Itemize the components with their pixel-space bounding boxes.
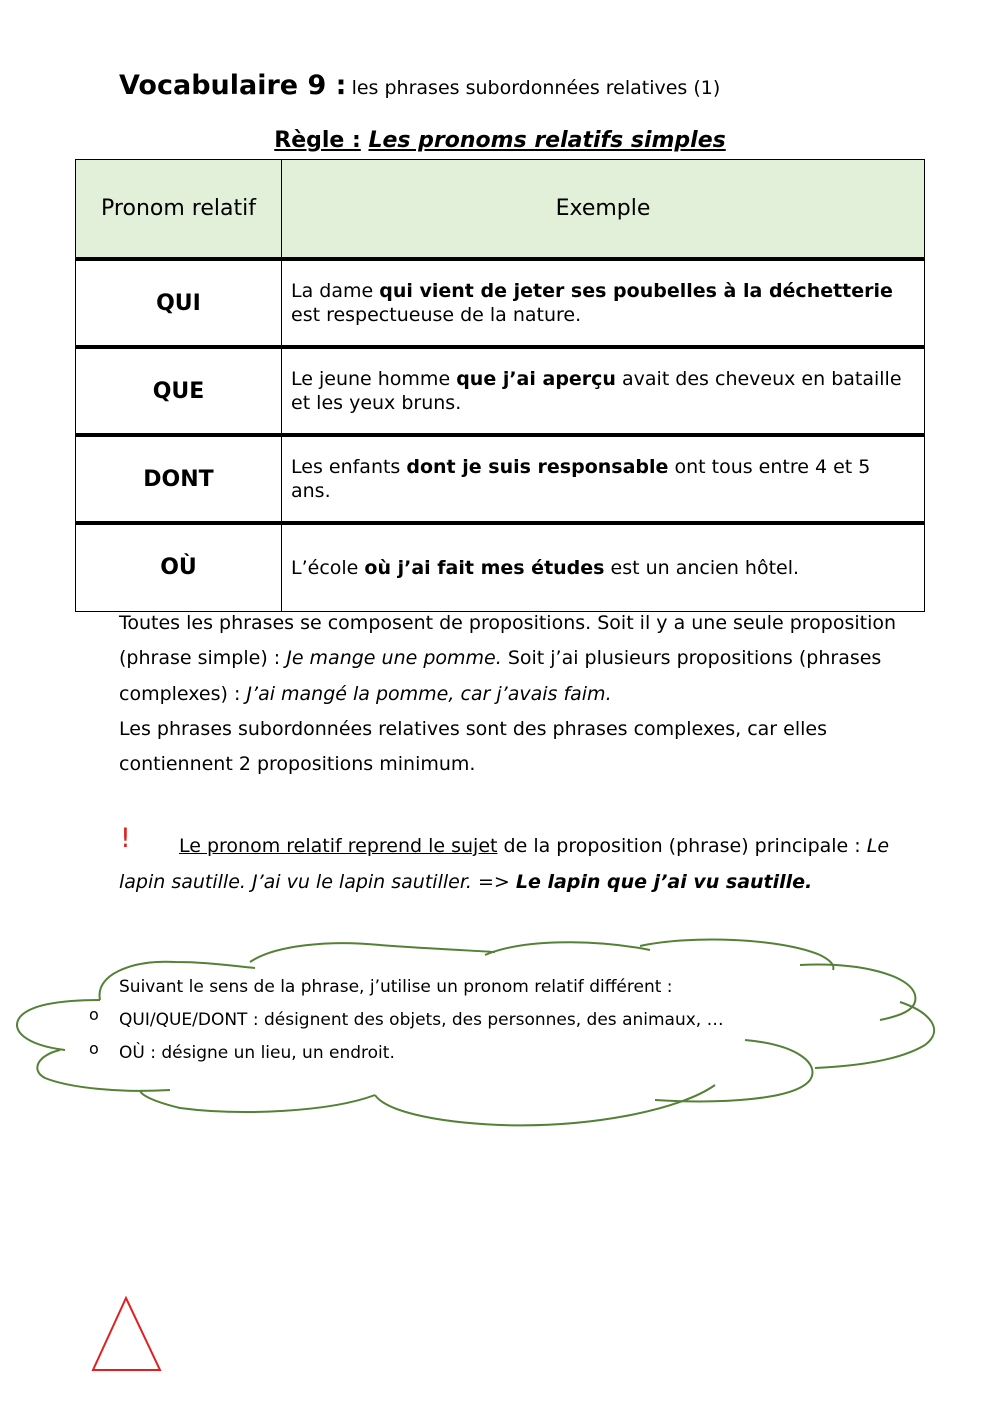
bullet-icon: o bbox=[89, 1039, 99, 1058]
example-highlight: qui vient de jeter ses poubelles à la déchetterie bbox=[379, 280, 893, 302]
example-text: Le jeune homme bbox=[291, 368, 457, 390]
example-text: est un ancien hôtel. bbox=[604, 556, 800, 579]
table-row bbox=[76, 259, 925, 347]
table-row bbox=[76, 347, 925, 435]
warning-text: de la proposition (phrase) principale : bbox=[497, 835, 867, 857]
example-cell bbox=[282, 259, 925, 347]
table-header-row bbox=[76, 160, 925, 260]
pronoun-cell: DONT bbox=[76, 435, 282, 523]
pronoun-cell: QUE bbox=[76, 347, 282, 435]
example-text: ont tous entre 4 et 5 ans. bbox=[291, 456, 871, 502]
warning-arrow: => bbox=[471, 871, 516, 893]
warning-icon: ! bbox=[120, 823, 131, 854]
cloud-intro: Suivant le sens de la phrase, j’utilise un pronom relatif différent : bbox=[119, 977, 673, 997]
example-highlight: où j’ai fait mes études bbox=[364, 556, 605, 579]
example-cell bbox=[282, 435, 925, 523]
paragraph-text: Les phrases subordonnées relatives sont des phrases complexes, car elles contiennent 2 propositions minimum. bbox=[119, 717, 827, 776]
example-text: est respectueuse de la nature. bbox=[291, 304, 582, 326]
warning-paragraph bbox=[119, 828, 899, 900]
title-bold: Vocabulaire 9 : bbox=[119, 70, 347, 101]
rule-label: Règle : bbox=[274, 128, 361, 153]
cloud-content bbox=[119, 971, 724, 1070]
paragraph-example: Je mange une pomme. bbox=[286, 647, 502, 670]
bullet-icon: o bbox=[89, 1005, 99, 1024]
warning-triangle-icon bbox=[90, 1295, 164, 1375]
example-text: Les enfants bbox=[291, 456, 407, 478]
warning-example: Le lapin sautille. J’ai vu le lapin sautiller. bbox=[119, 835, 890, 893]
pronoun-cell: OÙ bbox=[76, 523, 282, 611]
warning-result: Le lapin que j’ai vu sautille. bbox=[515, 871, 813, 893]
pronoun-cell: QUI bbox=[76, 259, 282, 347]
example-text: avait des cheveux en bataille et les yeux bruns. bbox=[291, 368, 902, 414]
example-highlight: dont je suis responsable bbox=[406, 456, 669, 478]
paragraph-text: Toutes les phrases se composent de propositions. Soit il y a une seule proposition (phrase simple) : bbox=[119, 612, 897, 670]
example-highlight: que j’ai aperçu bbox=[456, 368, 616, 390]
header-pronoun: Pronom relatif bbox=[76, 160, 282, 260]
rule-heading bbox=[0, 128, 1000, 153]
example-cell bbox=[282, 523, 925, 611]
example-text: La dame bbox=[291, 280, 380, 302]
list-item: OÙ : désigne un lieu, un endroit. bbox=[119, 1043, 395, 1063]
rule-title: Les pronoms relatifs simples bbox=[368, 128, 726, 153]
table-row bbox=[76, 523, 925, 611]
header-example: Exemple bbox=[282, 160, 925, 260]
warning-key-phrase: Le pronom relatif reprend le sujet bbox=[179, 835, 498, 857]
pronouns-table bbox=[75, 159, 925, 612]
paragraph-example: J’ai mangé la pomme, car j’avais faim. bbox=[246, 682, 612, 705]
explanation-paragraph bbox=[119, 606, 899, 782]
paragraph-text: Soit j’ai plusieurs propositions (phrases complexes) : bbox=[119, 647, 882, 705]
title-subtitle: les phrases subordonnées relatives (1) bbox=[351, 77, 721, 99]
example-cell bbox=[282, 347, 925, 435]
page-title bbox=[119, 70, 720, 101]
table-row bbox=[76, 435, 925, 523]
example-text: L’école bbox=[291, 556, 365, 579]
list-item: QUI/QUE/DONT : désignent des objets, des personnes, des animaux, … bbox=[119, 1010, 724, 1030]
